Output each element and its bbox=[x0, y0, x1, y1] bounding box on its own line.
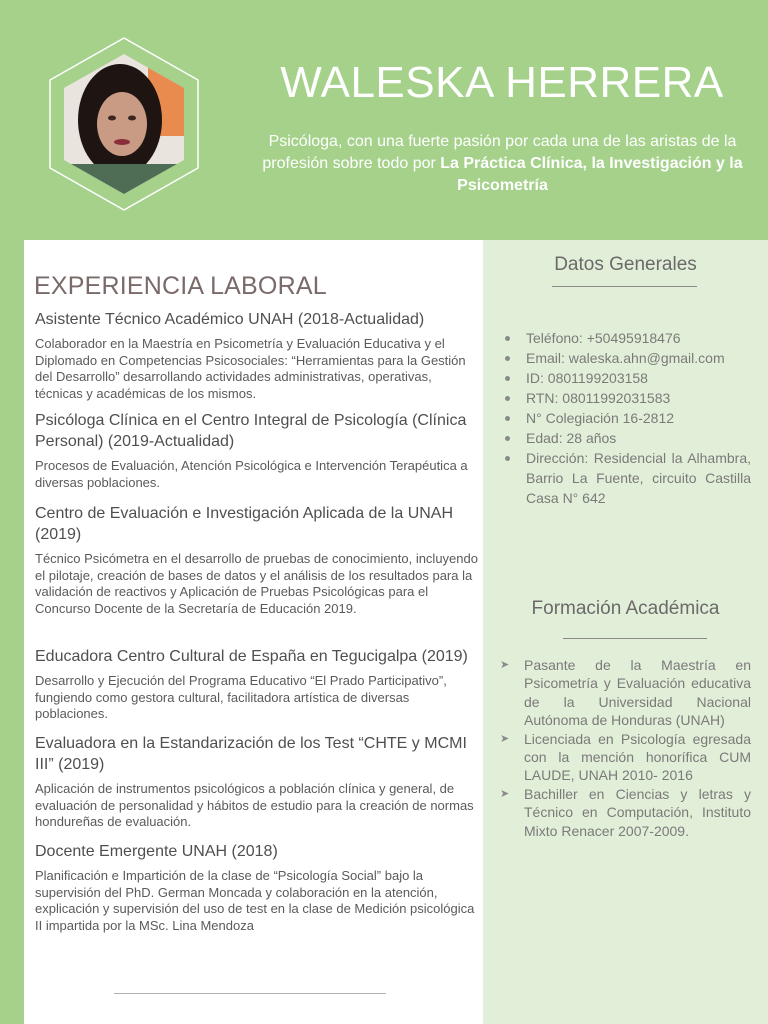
job-entry bbox=[35, 309, 481, 402]
experience-panel bbox=[24, 240, 483, 1024]
job-title: Docente Emergente UNAH (2018) bbox=[35, 843, 278, 860]
formacion-item-text: Bachiller en Ciencias y letras y Técnico en Computación, Instituto Mixto Renacer 2007-2009. bbox=[524, 785, 751, 839]
job-description: Desarrollo y Ejecución del Programa Educativo “El Prado Participativo”, fungiendo como gestora cultural, facilitadora artística de diversas poblaciones. bbox=[35, 673, 447, 721]
arrow-bullet-icon: ➤ bbox=[500, 732, 510, 745]
tagline-highlight: La Práctica Clínica, la Investigación y la Psicometría bbox=[440, 155, 743, 194]
formacion-list bbox=[500, 656, 751, 840]
job-entry bbox=[35, 503, 481, 617]
header bbox=[0, 0, 768, 240]
sidebar-panel bbox=[483, 240, 768, 1024]
job-entry bbox=[35, 646, 481, 723]
profile-photo bbox=[48, 36, 200, 212]
experience-section-title: EXPERIENCIA LABORAL bbox=[34, 272, 327, 300]
job-title: Educadora Centro Cultural de España en Tegucigalpa (2019) bbox=[35, 648, 468, 665]
formacion-item-text: Pasante de la Maestría en Psicometría y Evaluación educativa de la Universidad Nacional Autónoma de Honduras (UNAH) bbox=[524, 657, 751, 729]
job-title: Centro de Evaluación e Investigación Aplicada de la UNAH (2019) bbox=[35, 505, 454, 543]
datos-item: Teléfono: +50495918476 bbox=[503, 328, 751, 348]
datos-list bbox=[503, 328, 751, 508]
formacion-item bbox=[500, 656, 751, 730]
datos-item: Email: waleska.ahn@gmail.com bbox=[503, 348, 751, 368]
job-entry bbox=[35, 841, 481, 934]
datos-item: RTN: 08011992031583 bbox=[503, 388, 751, 408]
datos-section-title: Datos Generales bbox=[554, 254, 697, 275]
formacion-item-text: Licenciada en Psicología egresada con la mención honorífica CUM LAUDE, UNAH 2010- 2016 bbox=[524, 730, 751, 784]
job-entry bbox=[35, 410, 481, 491]
datos-item: Dirección: Residencial la Alhambra, Barrio La Fuente, circuito Castilla Casa N° 642 bbox=[503, 448, 751, 508]
formacion-item bbox=[500, 785, 751, 840]
job-description: Colaborador en la Maestría en Psicometría y Evaluación Educativa y el Diplomado en Competencias Psicosociales: “Herramientas para la Gestión del Desarrollo” desarrollando actividades administrativas, operativas, técnicas y académicas de los mismos. bbox=[35, 336, 466, 401]
tagline-text: Psicóloga, con una fuerte pasión por cada una de las aristas de la profesión sobre todo por bbox=[262, 133, 737, 172]
profile-tagline bbox=[250, 131, 755, 197]
job-title: Asistente Técnico Académico UNAH (2018-Actualidad) bbox=[35, 311, 425, 328]
candidate-name: WALESKA HERRERA bbox=[280, 58, 724, 107]
formacion-divider bbox=[563, 638, 707, 639]
datos-divider bbox=[552, 286, 697, 287]
job-entry bbox=[35, 733, 481, 831]
job-description: Planificación e Impartición de la clase de “Psicología Social” bajo la supervisión del PhD. German Moncada y colaboración en la atención, explicación y supervisión del uso de test en la clase de Medición psicológica II impartida por la MSc. Lina Mendoza bbox=[35, 868, 475, 933]
datos-item: N° Colegiación 16-2812 bbox=[503, 408, 751, 428]
bottom-divider bbox=[114, 993, 386, 994]
datos-item: Edad: 28 años bbox=[503, 428, 751, 448]
formacion-item bbox=[500, 730, 751, 785]
arrow-bullet-icon: ➤ bbox=[500, 659, 510, 671]
formacion-section-title: Formación Académica bbox=[531, 598, 720, 619]
datos-item: ID: 0801199203158 bbox=[503, 368, 751, 388]
job-description: Procesos de Evaluación, Atención Psicológica e Intervención Terapéutica a diversas poblaciones. bbox=[35, 458, 468, 490]
job-description: Aplicación de instrumentos psicológicos a población clínica y general, de evaluación de personalidad y hábitos de estudio para la creación de normas hondureñas de evaluación. bbox=[35, 781, 474, 829]
arrow-bullet-icon: ➤ bbox=[500, 787, 510, 800]
job-title: Psicóloga Clínica en el Centro Integral de Psicología (Clínica Personal) (2019-Actualidad) bbox=[35, 412, 467, 450]
job-title: Evaluadora en la Estandarización de los Test “CHTE y MCMI III” (2019) bbox=[35, 735, 467, 773]
job-description: Técnico Psicómetra en el desarrollo de pruebas de conocimiento, incluyendo el pilotaje, creación de bases de datos y el análisis de los resultados para la validación de reactivos y Aplicación de Pruebas Psicológicas para el Concurso Docente de la Secretaría de Educación 2019. bbox=[35, 551, 478, 616]
